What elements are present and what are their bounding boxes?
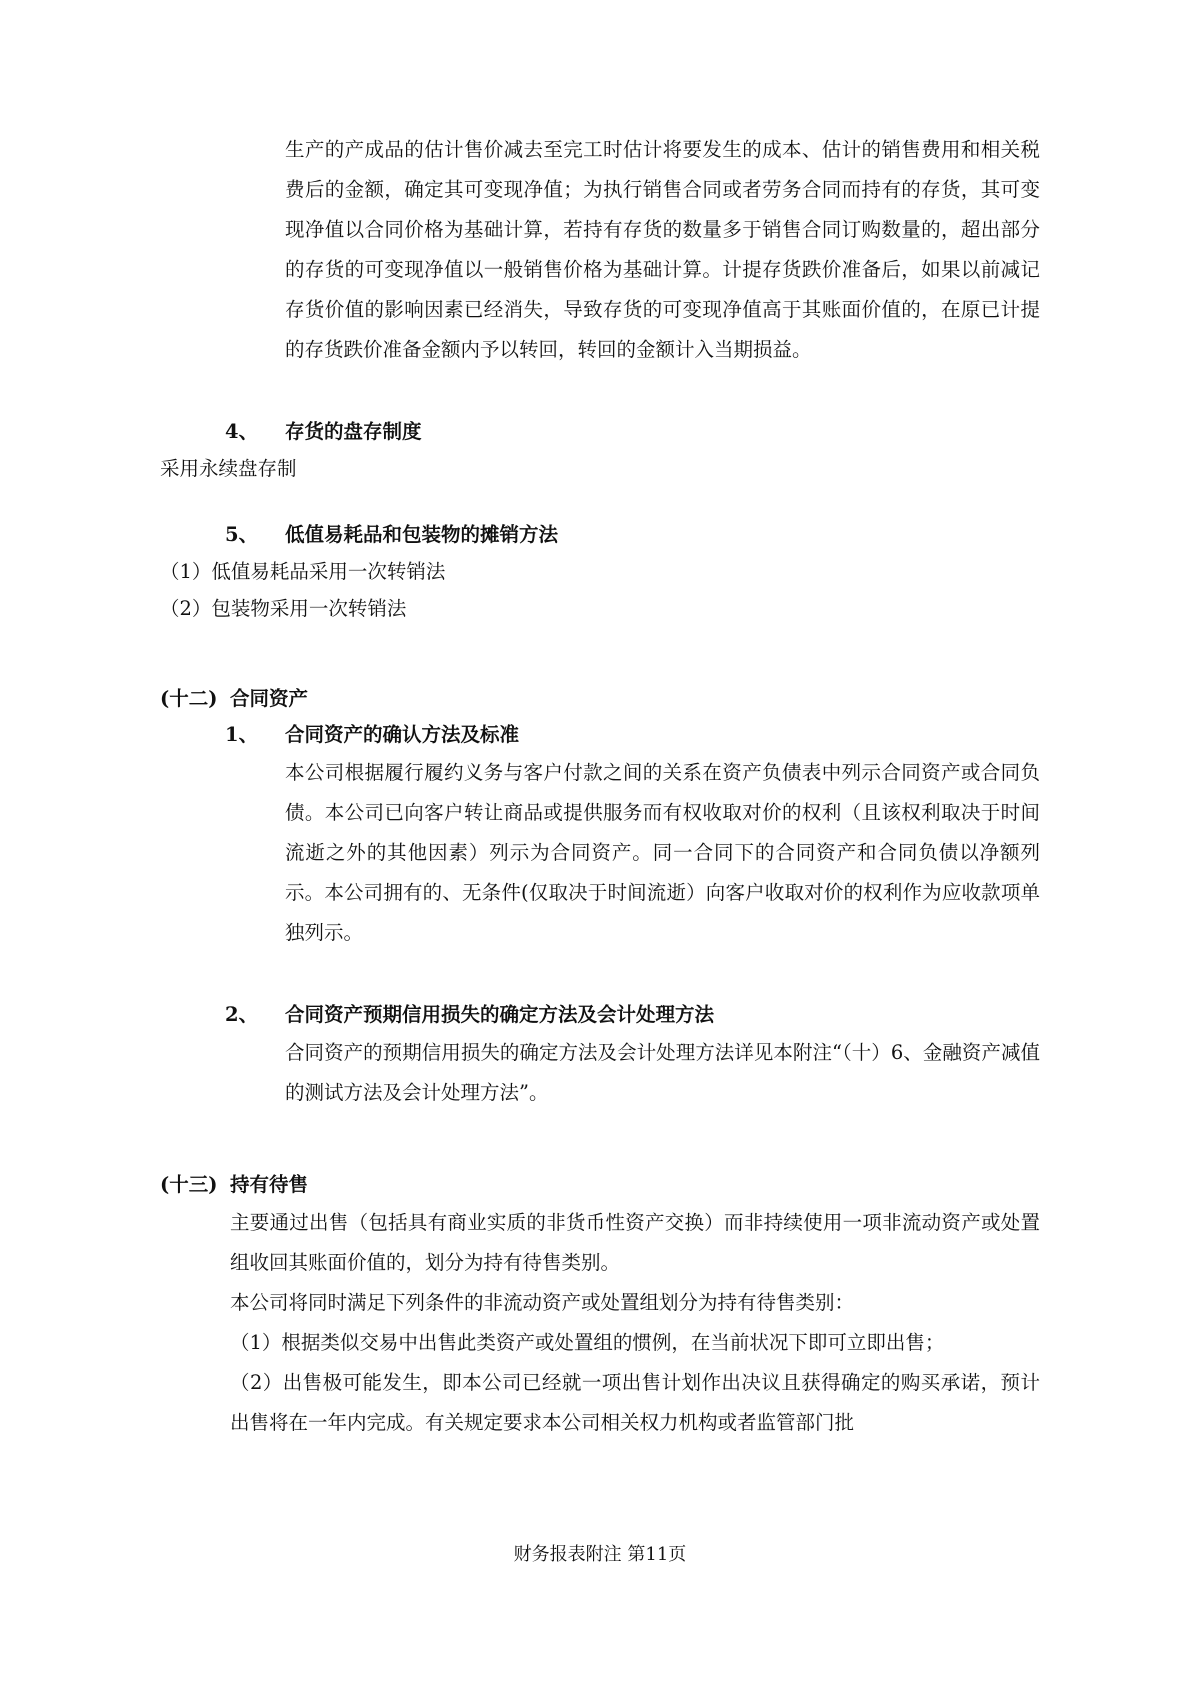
heading-item-4-marker: 4、: [225, 420, 259, 443]
section-13-paragraph-2: 本公司将同时满足下列条件的非流动资产或处置组划分为持有待售类别：: [230, 1291, 855, 1314]
item-5-line-2: （2）包装物采用一次转销法: [160, 597, 407, 620]
spacer: [160, 627, 1040, 681]
heading-section-12-title: 合同资产: [230, 687, 309, 710]
spacer: [160, 487, 1040, 517]
heading-section-12-item-2: [225, 997, 1040, 1033]
heading-section-13: [160, 1167, 1040, 1203]
section-13-paragraph-1: 主要通过出售（包括具有商业实质的非货币性资产交换）而非持续使用一项非流动资产或处置组收回其账面价值的，划分为持有待售类别。: [230, 1211, 1040, 1274]
heading-item-5-title: 低值易耗品和包装物的摊销方法: [285, 523, 559, 546]
section-13-paragraph-3: （1）根据类似交易中出售此类资产或处置组的惯例，在当前状况下即可立即出售；: [230, 1331, 945, 1354]
item-4-text: 采用永续盘存制: [160, 457, 297, 480]
spacer: [160, 953, 1040, 997]
heading-section-13-title: 持有待售: [230, 1173, 309, 1196]
heading-section-12: [160, 681, 1040, 717]
heading-item-4: [225, 414, 1040, 450]
heading-section-13-marker: (十三): [160, 1173, 218, 1196]
spacer: [160, 1113, 1040, 1167]
heading-item-5-marker: 5、: [225, 523, 259, 546]
item-5-line-1: （1）低值易耗品采用一次转销法: [160, 560, 446, 583]
heading-section-12-item-1-marker: 1、: [225, 723, 259, 746]
heading-section-12-item-2-marker: 2、: [225, 1003, 259, 1026]
section-12-item-2-text: 合同资产的预期信用损失的确定方法及会计处理方法详见本附注“（十）6、金融资产减值的测试方法及会计处理方法”。: [285, 1041, 1040, 1104]
page-footer: 财务报表附注 第11页: [513, 1544, 687, 1565]
heading-section-12-item-1: [225, 717, 1040, 753]
section-13-paragraph-4: （2）出售极可能发生，即本公司已经就一项出售计划作出决议且获得确定的购买承诺，预计出售将在一年内完成。有关规定要求本公司相关权力机构或者监管部门批: [230, 1371, 1040, 1434]
heading-section-12-item-1-title: 合同资产的确认方法及标准: [285, 723, 520, 746]
page-content: [160, 130, 1040, 1443]
spacer: [160, 370, 1040, 414]
section-12-item-1-text: 本公司根据履行履约义务与客户付款之间的关系在资产负债表中列示合同资产或合同负债。本公司已向客户转让商品或提供服务而有权收取对价的权利（且该权利取决于时间流逝之外的其他因素）列示为合同资产。同一合同下的合同资产和合同负债以净额列示。本公司拥有的、无条件(仅取决于时间流逝）向客户收取对价的权利作为应收款项单独列示。: [285, 761, 1040, 944]
heading-item-4-title: 存货的盘存制度: [285, 420, 422, 443]
opening-paragraph: 生产的产成品的估计售价减去至完工时估计将要发生的成本、估计的销售费用和相关税费后的金额，确定其可变现净值；为执行销售合同或者劳务合同而持有的存货，其可变现净值以合同价格为基础计算，若持有存货的数量多于销售合同订购数量的，超出部分的存货的可变现净值以一般销售价格为基础计算。计提存货跌价准备后，如果以前减记存货价值的影响因素已经消失，导致存货的可变现净值高于其账面价值的，在原已计提的存货跌价准备金额内予以转回，转回的金额计入当期损益。: [285, 138, 1040, 361]
heading-section-12-marker: (十二): [160, 687, 218, 710]
heading-item-5: [225, 517, 1040, 553]
heading-section-12-item-2-title: 合同资产预期信用损失的确定方法及会计处理方法: [285, 1003, 715, 1026]
